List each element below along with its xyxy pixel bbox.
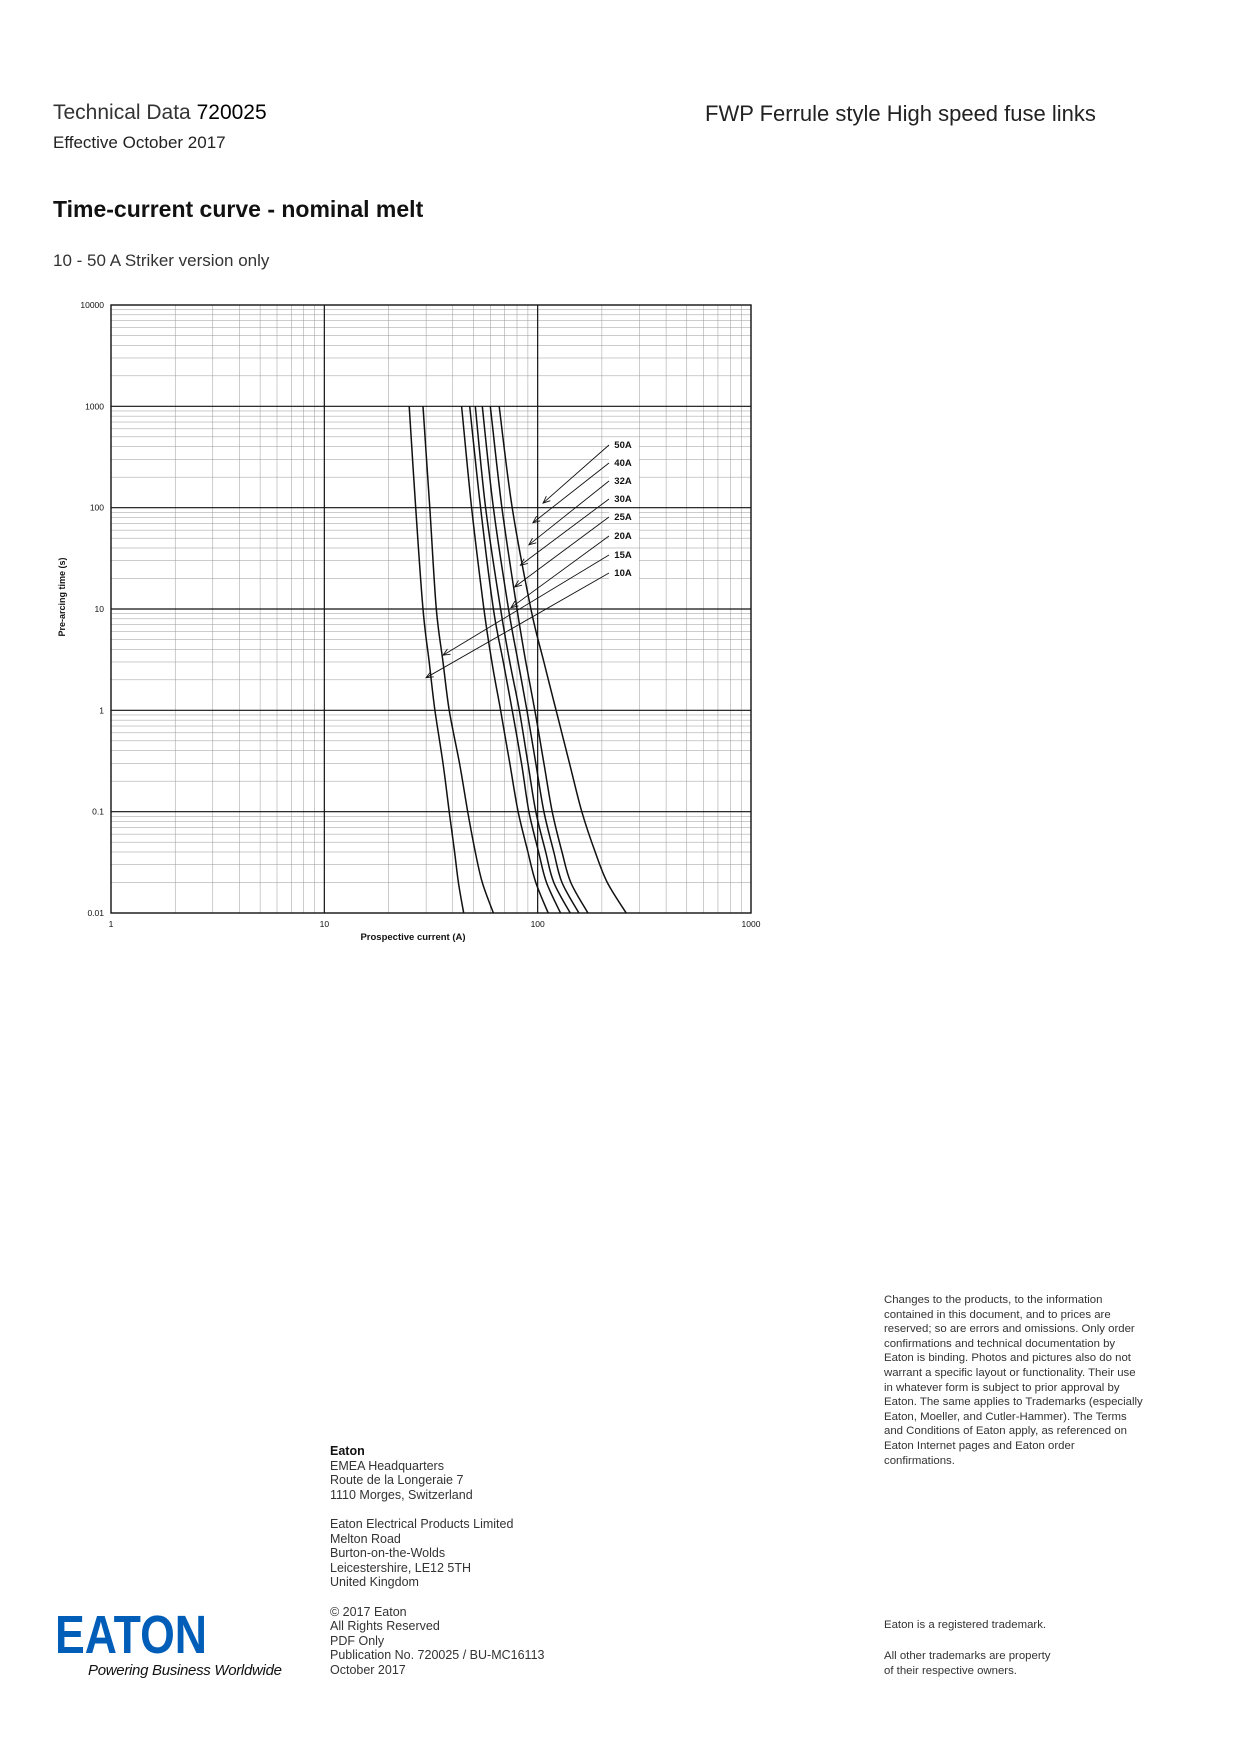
x-tick-label: 1000 [741,919,761,929]
publication-line: © 2017 Eaton [330,1604,407,1619]
y-tick-label: 1 [99,705,104,716]
callout-label: 20A [614,531,632,542]
callout-arrow [443,555,609,655]
eaton-wordmark: EATON [55,1605,207,1665]
y-tick-label: 1000 [85,401,104,412]
address-line: United Kingdom [330,1575,419,1590]
trademark-others [884,1649,1051,1678]
address-line: Route de la Longeraie 7 [330,1473,464,1488]
callout-arrow [543,445,609,503]
address-uk [330,1517,544,1590]
address-block [330,1444,544,1678]
address-company: Eaton [330,1444,365,1458]
address-line: 1110 Morges, Switzerland [330,1487,473,1502]
publication-line: Publication No. 720025 / BU-MC16113 [330,1648,545,1663]
y-tick-label: 10 [94,604,104,614]
callout-label: 25A [614,512,632,523]
x-axis-label: Prospective current (A) [360,932,466,943]
logo-tagline: Powering Business Worldwide [88,1662,282,1679]
callout-arrow [529,481,609,545]
curve-32A [482,406,579,913]
address-line: Leicestershire, LE12 5TH [330,1560,472,1575]
curve-40A [490,406,588,913]
chart-callouts [426,439,639,678]
curve-10A [409,406,464,913]
address-line: Melton Road [330,1531,401,1546]
trademark-line: All other trademarks are property [884,1650,1051,1662]
callout-label: 40A [614,458,632,469]
x-tick-label: 100 [530,919,545,929]
address-hq [330,1459,544,1503]
curve-30A [475,406,570,913]
callout-label: 15A [614,550,632,561]
section-subtitle: 10 - 50 A Striker version only [53,251,270,270]
product-title: FWP Ferrule style High speed fuse links [705,101,1096,126]
chart-curves [409,406,626,913]
callout-label: 50A [614,440,632,451]
doc-number: 720025 [196,101,267,124]
callout-arrow [533,463,609,523]
address-line: EMEA Headquarters [330,1458,444,1473]
trademark-line: of their respective owners. [884,1664,1017,1677]
effective-date: Effective October 2017 [53,133,226,152]
x-tick-label: 10 [319,919,330,929]
callout-arrow [511,536,609,608]
publication-line: PDF Only [330,1633,385,1648]
callout-label: 10A [614,568,632,579]
y-tick-label: 0.1 [92,806,104,817]
doc-type: Technical Data [53,101,191,124]
chart-grid [111,305,751,913]
callout-label: 32A [614,476,632,487]
y-tick-label: 0.01 [87,908,104,918]
y-tick-label: 100 [89,502,104,513]
callout-arrow [520,499,609,565]
callout-arrow [515,517,609,587]
address-line: Burton-on-the-Wolds [330,1546,446,1561]
trademark-registered: Eaton is a registered trademark. [884,1619,1047,1631]
time-current-chart [40,290,770,950]
callout-arrowhead [443,649,451,655]
callout-label: 30A [614,494,632,505]
eaton-logo [55,1605,211,1665]
y-tick-label: 10000 [80,300,104,310]
chart-tick-labels [80,300,760,929]
publication-line: October 2017 [330,1662,406,1677]
address-line: Eaton Electrical Products Limited [330,1516,514,1531]
doc-type-number [53,101,267,125]
y-axis-label: Pre-arcing time (s) [57,557,67,637]
publication-line: All Rights Reserved [330,1619,440,1634]
section-title: Time-current curve - nominal melt [53,196,424,222]
x-tick-label: 1 [108,919,114,929]
disclaimer: Changes to the products, to the information contained in this document, and to prices are reserved; so are errors and omissions. Only order confirmations and technical documentation by Eaton is binding. Photos and pictures also do not warrant a specific layout or functionality. Their use in whatever form is subject to prior approval by Eaton. The same applies to Trademarks (especially Eaton, Moeller, and Cutler-Hammer). The Terms and Conditions of Eaton apply, as referenced on Eaton Internet pages and Eaton order confirmations. [884,1294,1143,1467]
publication-info [330,1605,544,1678]
